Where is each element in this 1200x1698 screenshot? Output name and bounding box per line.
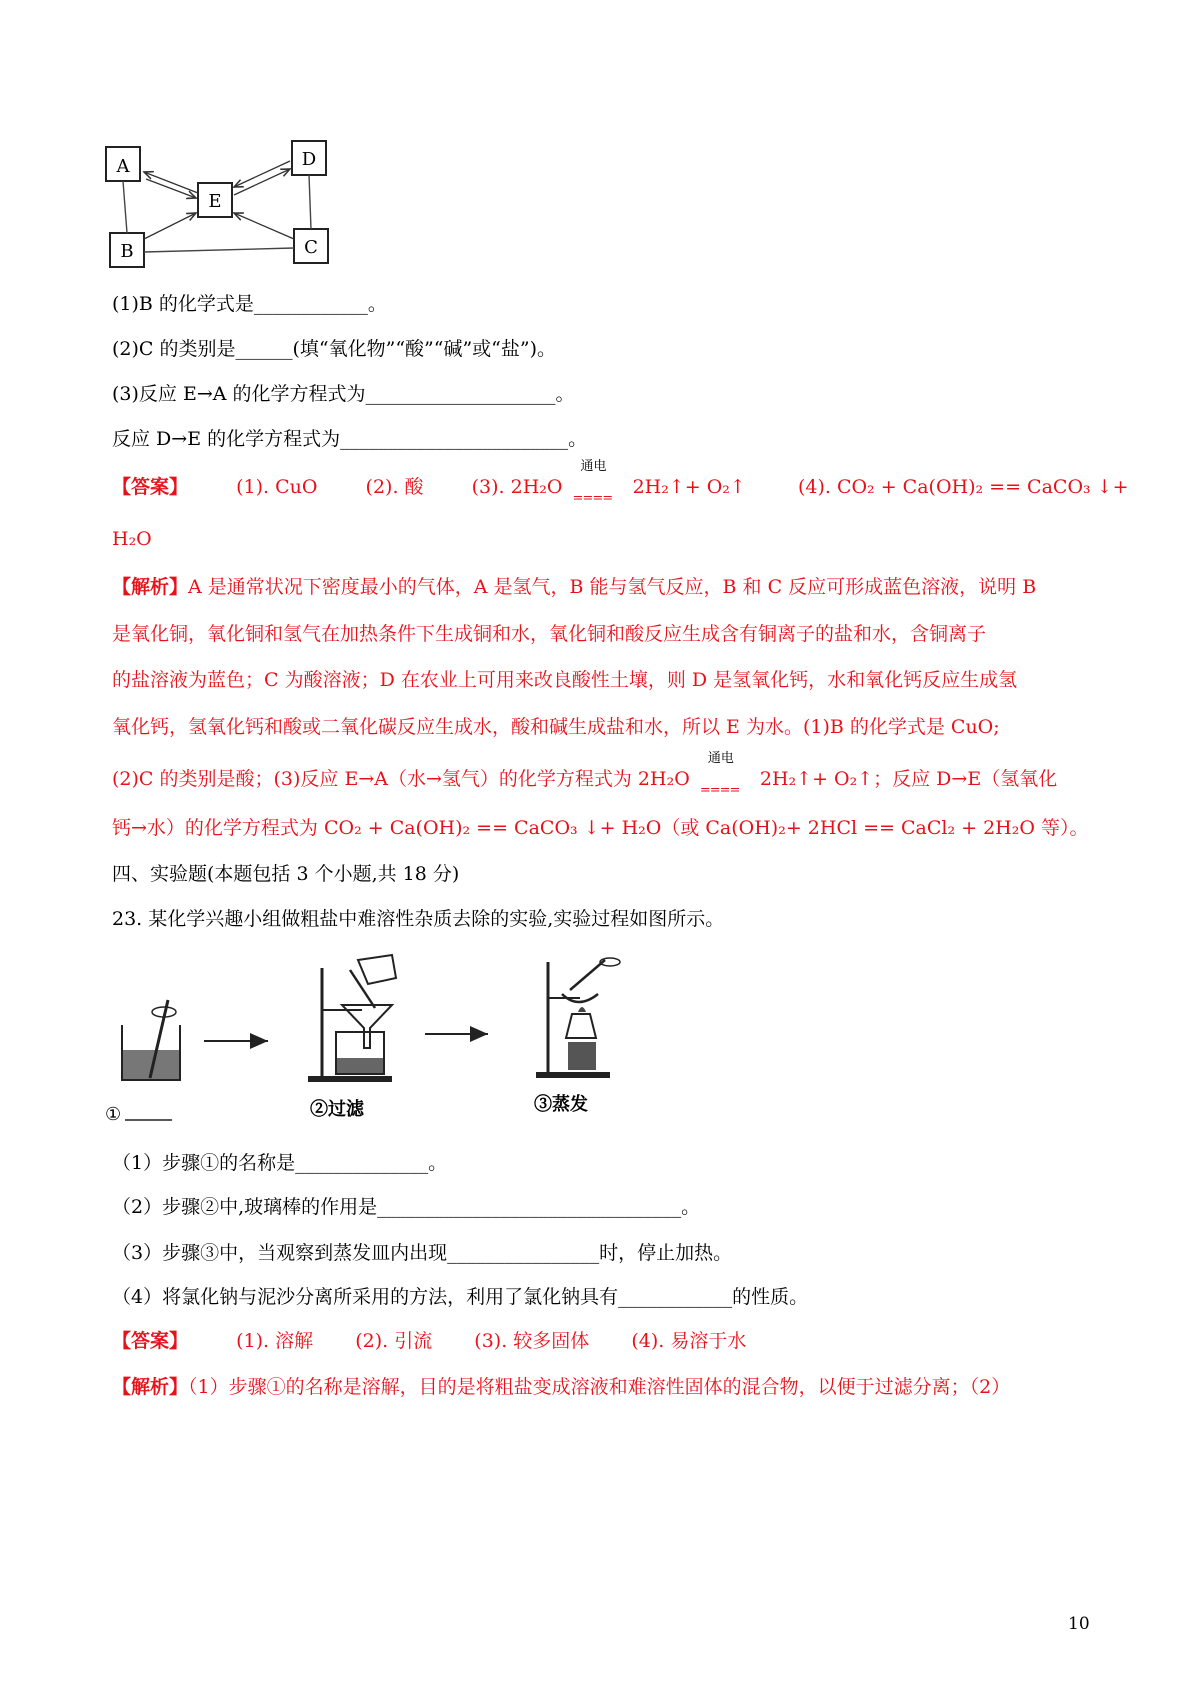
node-d-label: D — [301, 149, 317, 170]
answer-3-pre: (3). 2H₂O — [471, 476, 563, 498]
answer-3-post: 2H₂↑+ O₂↑ — [632, 476, 746, 498]
q22-sub2: (2)C 的类别是______(填“氧化物”“酸”“碱”或“盐”)。 — [112, 338, 557, 360]
q23-analysis-tag: 【解析】 — [112, 1376, 189, 1398]
q22-analysis-2: 是氧化铜，氧化铜和氢气在加热条件下生成铜和水，氧化铜和酸反应生成含有铜离子的盐和水，含铜离子 — [112, 623, 987, 645]
node-b-label: B — [120, 241, 134, 262]
analysis-text-1: A 是通常状况下密度最小的气体，A 是氢气，B 能与氢气反应，B 和 C 反应可形成蓝色溶液，说明 B — [188, 576, 1037, 598]
q23-answer-2: (2). 引流 — [355, 1330, 433, 1352]
q23-answer-tag: 【答案】 — [112, 1330, 189, 1352]
answer-tag: 【答案】 — [112, 476, 189, 498]
q23-analysis — [112, 1374, 1010, 1400]
condition-label: 通电 — [580, 459, 607, 474]
q22-answer — [112, 459, 1129, 506]
analysis-text-5-pre: (2)C 的类别是酸；(3)反应 E→A（水→氢气）的化学方程式为 2H₂O — [112, 768, 690, 790]
answer-1: (1). CuO — [236, 476, 318, 498]
section-heading: 四、实验题(本题包括 3 个小题,共 18 分) — [112, 863, 460, 885]
step2-label: ②过滤 — [310, 1099, 364, 1120]
q23-analysis-text: （1）步骤①的名称是溶解，目的是将粗盐变成溶液和难溶性固体的混合物，以便于过滤分离；（2） — [188, 1376, 1011, 1398]
q23-answer-4: (4). 易溶于水 — [631, 1330, 747, 1352]
q22-sub4: 反应 D→E 的化学方程式为________________________。 — [112, 428, 588, 450]
q23-answer — [112, 1328, 746, 1354]
q22-sub1: (1)B 的化学式是____________。 — [112, 293, 387, 315]
answer-4: (4). CO₂ + Ca(OH)₂ == CaCO₃ ↓+ — [797, 476, 1129, 498]
q23-sub4: （4）将氯化钠与泥沙分离所采用的方法，利用了氯化钠具有____________的性质。 — [112, 1286, 809, 1308]
filtration-icon — [308, 955, 396, 1082]
q22-analysis-3: 的盐溶液为蓝色；C 为酸溶液；D 在农业上可用来改良酸性土壤，则 D 是氢氧化钙，水和氧化钙反应生成氢 — [112, 669, 1018, 691]
step1-label: ① — [105, 1104, 122, 1125]
q23-sub2: （2）步骤②中,玻璃棒的作用是________________________________。 — [112, 1196, 701, 1218]
q22-analysis-6: 钙→水）的化学方程式为 CO₂ + Ca(OH)₂ == CaCO₃ ↓+ H₂O（或 Ca(OH)₂+ 2HCl == CaCl₂ + 2H₂O 等）。 — [112, 817, 1089, 839]
node-c-label: C — [304, 237, 318, 258]
evaporation-icon — [536, 958, 620, 1078]
q23-sub3: （3）步骤③中，当观察到蒸发皿内出现________________时，停止加热。 — [112, 1242, 733, 1264]
analysis-condition-stack — [699, 751, 750, 798]
page-number: 10 — [1068, 1614, 1090, 1634]
condition-stack — [572, 459, 623, 506]
beaker-icon — [122, 1000, 180, 1080]
experiment-figure — [100, 950, 660, 1130]
analysis-condition-label: 通电 — [707, 751, 734, 766]
analysis-condition-bar: ==== — [699, 783, 740, 798]
q22-analysis-5 — [112, 751, 1058, 798]
analysis-tag: 【解析】 — [112, 576, 189, 598]
relation-diagram — [100, 135, 360, 275]
answer-4-cont: H₂O — [112, 528, 152, 550]
node-e-label: E — [208, 191, 222, 212]
q23-answer-1: (1). 溶解 — [236, 1330, 314, 1352]
node-a-label: A — [116, 156, 130, 177]
condition-bar: ==== — [572, 491, 613, 506]
analysis-text-5-post: 2H₂↑+ O₂↑；反应 D→E（氢氧化 — [759, 768, 1058, 790]
q23-sub1: （1）步骤①的名称是______________。 — [112, 1152, 448, 1174]
answer-2: (2). 酸 — [365, 476, 424, 498]
q23-answer-3: (3). 较多固体 — [474, 1330, 590, 1352]
step3-label: ③蒸发 — [534, 1094, 588, 1115]
q22-analysis-1 — [112, 574, 1036, 600]
q22-analysis-4: 氧化钙，氢氧化钙和酸或二氧化碳反应生成水，酸和碱生成盐和水，所以 E 为水。(1)B 的化学式是 CuO; — [112, 716, 1000, 738]
q23-stem: 23. 某化学兴趣小组做粗盐中难溶性杂质去除的实验,实验过程如图所示。 — [112, 908, 725, 930]
q22-sub3: (3)反应 E→A 的化学方程式为____________________。 — [112, 383, 575, 405]
